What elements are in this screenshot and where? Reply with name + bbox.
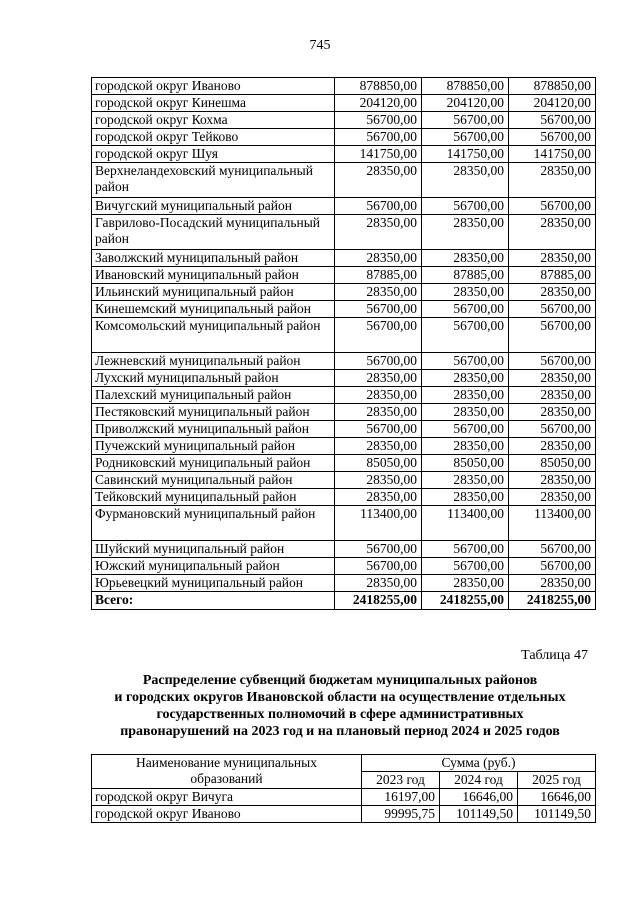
- municipality-name-cell: Шуйский муниципальный район: [92, 541, 335, 558]
- table-row: [92, 215, 596, 250]
- amount-2024-cell: 101149,50: [440, 806, 518, 823]
- amount-2023-cell: 85050,00: [335, 455, 422, 472]
- table-row: [92, 198, 596, 215]
- amount-2023-cell: 56700,00: [335, 301, 422, 318]
- table-row: [92, 353, 596, 370]
- amount-2023-cell: 87885,00: [335, 267, 422, 284]
- amount-2025-cell: 28350,00: [509, 215, 596, 250]
- amount-2025-cell: 16646,00: [518, 789, 596, 806]
- header-year-cell: 2023 год: [362, 772, 440, 789]
- amount-2023-cell: 28350,00: [335, 284, 422, 301]
- caption-line: Распределение субвенций бюджетам муниципальных районов: [142, 673, 538, 688]
- amount-2024-cell: 141750,00: [422, 146, 509, 163]
- municipality-name-cell: Вичугский муниципальный район: [92, 198, 335, 215]
- header-name-line: образований: [190, 771, 263, 786]
- amount-2023-cell: 28350,00: [335, 370, 422, 387]
- amount-2025-cell: 56700,00: [509, 421, 596, 438]
- amount-2025-cell: 28350,00: [509, 370, 596, 387]
- table-caption: [80, 672, 600, 740]
- amount-2024-cell: 28350,00: [422, 250, 509, 267]
- table-row: [92, 438, 596, 455]
- caption-line: правонарушений на 2023 год и на плановый период 2024 и 2025 годов: [120, 724, 560, 739]
- municipality-name-cell: Всего:: [92, 592, 335, 610]
- municipality-name-cell: Палехский муниципальный район: [92, 387, 335, 404]
- municipality-name-cell: Родниковский муниципальный район: [92, 455, 335, 472]
- table-row: [92, 163, 596, 198]
- municipality-name-cell: Пестяковский муниципальный район: [92, 404, 335, 421]
- amount-2025-cell: 28350,00: [509, 250, 596, 267]
- amount-2023-cell: 56700,00: [335, 541, 422, 558]
- table-header-row: [92, 755, 596, 772]
- table-row: [92, 575, 596, 592]
- amount-2024-cell: 878850,00: [422, 78, 509, 95]
- amount-2024-cell: 28350,00: [422, 163, 509, 198]
- amount-2025-cell: 878850,00: [509, 78, 596, 95]
- amount-2023-cell: 28350,00: [335, 387, 422, 404]
- amount-2023-cell: 56700,00: [335, 198, 422, 215]
- amount-2023-cell: 28350,00: [335, 438, 422, 455]
- amount-2023-cell: 28350,00: [335, 404, 422, 421]
- amount-2023-cell: 28350,00: [335, 250, 422, 267]
- municipality-name-cell: Лухский муниципальный район: [92, 370, 335, 387]
- table-number-label: Таблица 47: [521, 648, 588, 663]
- municipality-name-cell: городской округ Кохма: [92, 112, 335, 129]
- amount-2025-cell: 204120,00: [509, 95, 596, 112]
- table-row: [92, 558, 596, 575]
- municipality-name-cell: городской округ Кинешма: [92, 95, 335, 112]
- table-row: [92, 472, 596, 489]
- amount-2025-cell: 56700,00: [509, 129, 596, 146]
- table-row: [92, 541, 596, 558]
- amount-2024-cell: 28350,00: [422, 404, 509, 421]
- amount-2023-cell: 56700,00: [335, 353, 422, 370]
- amount-2023-cell: 28350,00: [335, 215, 422, 250]
- municipality-name-cell: городской округ Шуя: [92, 146, 335, 163]
- amount-2024-cell: 28350,00: [422, 472, 509, 489]
- municipality-name-cell: городской округ Вичуга: [92, 789, 362, 806]
- amount-2024-cell: 56700,00: [422, 129, 509, 146]
- table-row: [92, 78, 596, 95]
- amount-2023-cell: 16197,00: [362, 789, 440, 806]
- amount-2025-cell: 56700,00: [509, 112, 596, 129]
- amount-2024-cell: 56700,00: [422, 198, 509, 215]
- amount-2025-cell: 28350,00: [509, 438, 596, 455]
- municipality-name-cell: Фурмановский муниципальный район: [92, 506, 335, 541]
- amount-2023-cell: 113400,00: [335, 506, 422, 541]
- amount-2024-cell: 28350,00: [422, 284, 509, 301]
- amount-2025-cell: 56700,00: [509, 353, 596, 370]
- municipality-name-cell: городской округ Иваново: [92, 806, 362, 823]
- header-name-cell: [92, 755, 362, 789]
- amount-2024-cell: 56700,00: [422, 421, 509, 438]
- amount-2023-cell: 56700,00: [335, 318, 422, 353]
- amount-2025-cell: 28350,00: [509, 489, 596, 506]
- table-row: [92, 506, 596, 541]
- amount-2025-cell: 56700,00: [509, 198, 596, 215]
- amount-2024-cell: 56700,00: [422, 318, 509, 353]
- municipality-name-cell: городской округ Тейково: [92, 129, 335, 146]
- municipality-name-cell: Ильинский муниципальный район: [92, 284, 335, 301]
- table-row: [92, 301, 596, 318]
- municipality-name-cell: Гаврилово-Посадский муниципальный район: [92, 215, 335, 250]
- table-row: [92, 318, 596, 353]
- amount-2025-cell: 56700,00: [509, 318, 596, 353]
- table-row: [92, 267, 596, 284]
- table-row: [92, 129, 596, 146]
- amount-2023-cell: 99995,75: [362, 806, 440, 823]
- amount-2023-cell: 204120,00: [335, 95, 422, 112]
- amount-2025-cell: 113400,00: [509, 506, 596, 541]
- municipality-name-cell: Пучежский муниципальный район: [92, 438, 335, 455]
- amount-2024-cell: 56700,00: [422, 112, 509, 129]
- amount-2024-cell: 28350,00: [422, 215, 509, 250]
- municipality-name-cell: Тейковский муниципальный район: [92, 489, 335, 506]
- municipality-name-cell: городской округ Иваново: [92, 78, 335, 95]
- table-row: [92, 112, 596, 129]
- header-year-cell: 2025 год: [518, 772, 596, 789]
- table-row: [92, 370, 596, 387]
- amount-2025-cell: 28350,00: [509, 387, 596, 404]
- subvention-table-continued: [91, 77, 596, 610]
- amount-2024-cell: 87885,00: [422, 267, 509, 284]
- table-total-row: [92, 592, 596, 610]
- amount-2025-cell: 28350,00: [509, 163, 596, 198]
- subvention-table-47: [91, 754, 596, 823]
- amount-2025-cell: 87885,00: [509, 267, 596, 284]
- amount-2023-cell: 56700,00: [335, 129, 422, 146]
- amount-2024-cell: 28350,00: [422, 370, 509, 387]
- header-year-cell: 2024 год: [440, 772, 518, 789]
- table-row: [92, 789, 596, 806]
- table-row: [92, 455, 596, 472]
- amount-2023-cell: 141750,00: [335, 146, 422, 163]
- table-row: [92, 387, 596, 404]
- table-row: [92, 421, 596, 438]
- table-row: [92, 146, 596, 163]
- table-row: [92, 250, 596, 267]
- amount-2024-cell: 28350,00: [422, 387, 509, 404]
- municipality-name-cell: Юрьевецкий муниципальный район: [92, 575, 335, 592]
- amount-2023-cell: 28350,00: [335, 472, 422, 489]
- amount-2024-cell: 85050,00: [422, 455, 509, 472]
- amount-2024-cell: 56700,00: [422, 353, 509, 370]
- amount-2024-cell: 16646,00: [440, 789, 518, 806]
- amount-2025-cell: 56700,00: [509, 558, 596, 575]
- amount-2024-cell: 204120,00: [422, 95, 509, 112]
- municipality-name-cell: Заволжский муниципальный район: [92, 250, 335, 267]
- amount-2024-cell: 28350,00: [422, 438, 509, 455]
- amount-2024-cell: 56700,00: [422, 541, 509, 558]
- amount-2023-cell: 28350,00: [335, 163, 422, 198]
- amount-2025-cell: 28350,00: [509, 575, 596, 592]
- table-body: [92, 78, 596, 610]
- municipality-name-cell: Комсомольский муниципальный район: [92, 318, 335, 353]
- amount-2025-cell: 28350,00: [509, 404, 596, 421]
- amount-2024-cell: 28350,00: [422, 575, 509, 592]
- header-sum-cell: Сумма (руб.): [362, 755, 596, 772]
- municipality-name-cell: Савинский муниципальный район: [92, 472, 335, 489]
- amount-2025-cell: 2418255,00: [509, 592, 596, 610]
- amount-2023-cell: 28350,00: [335, 489, 422, 506]
- amount-2023-cell: 56700,00: [335, 112, 422, 129]
- amount-2024-cell: 113400,00: [422, 506, 509, 541]
- table-row: [92, 95, 596, 112]
- amount-2025-cell: 28350,00: [509, 284, 596, 301]
- caption-line: и городских округов Ивановской области на осуществление отдельных: [114, 690, 566, 705]
- amount-2023-cell: 2418255,00: [335, 592, 422, 610]
- amount-2023-cell: 28350,00: [335, 575, 422, 592]
- municipality-name-cell: Ивановский муниципальный район: [92, 267, 335, 284]
- amount-2023-cell: 56700,00: [335, 421, 422, 438]
- amount-2024-cell: 28350,00: [422, 489, 509, 506]
- amount-2023-cell: 878850,00: [335, 78, 422, 95]
- amount-2023-cell: 56700,00: [335, 558, 422, 575]
- table-row: [92, 489, 596, 506]
- amount-2025-cell: 141750,00: [509, 146, 596, 163]
- amount-2025-cell: 56700,00: [509, 301, 596, 318]
- municipality-name-cell: Южский муниципальный район: [92, 558, 335, 575]
- amount-2025-cell: 101149,50: [518, 806, 596, 823]
- table-row: [92, 806, 596, 823]
- table-row: [92, 284, 596, 301]
- amount-2024-cell: 56700,00: [422, 301, 509, 318]
- table-body: [92, 755, 596, 823]
- municipality-name-cell: Приволжский муниципальный район: [92, 421, 335, 438]
- municipality-name-cell: Верхнеландеховский муниципальный район: [92, 163, 335, 198]
- municipality-name-cell: Кинешемский муниципальный район: [92, 301, 335, 318]
- amount-2025-cell: 28350,00: [509, 472, 596, 489]
- caption-line: государственных полномочий в сфере административных: [156, 707, 524, 722]
- amount-2025-cell: 56700,00: [509, 541, 596, 558]
- table-row: [92, 404, 596, 421]
- amount-2024-cell: 2418255,00: [422, 592, 509, 610]
- page-number: 745: [309, 38, 331, 53]
- amount-2025-cell: 85050,00: [509, 455, 596, 472]
- municipality-name-cell: Лежневский муниципальный район: [92, 353, 335, 370]
- amount-2024-cell: 56700,00: [422, 558, 509, 575]
- header-name-line: Наименование муниципальных: [136, 755, 317, 770]
